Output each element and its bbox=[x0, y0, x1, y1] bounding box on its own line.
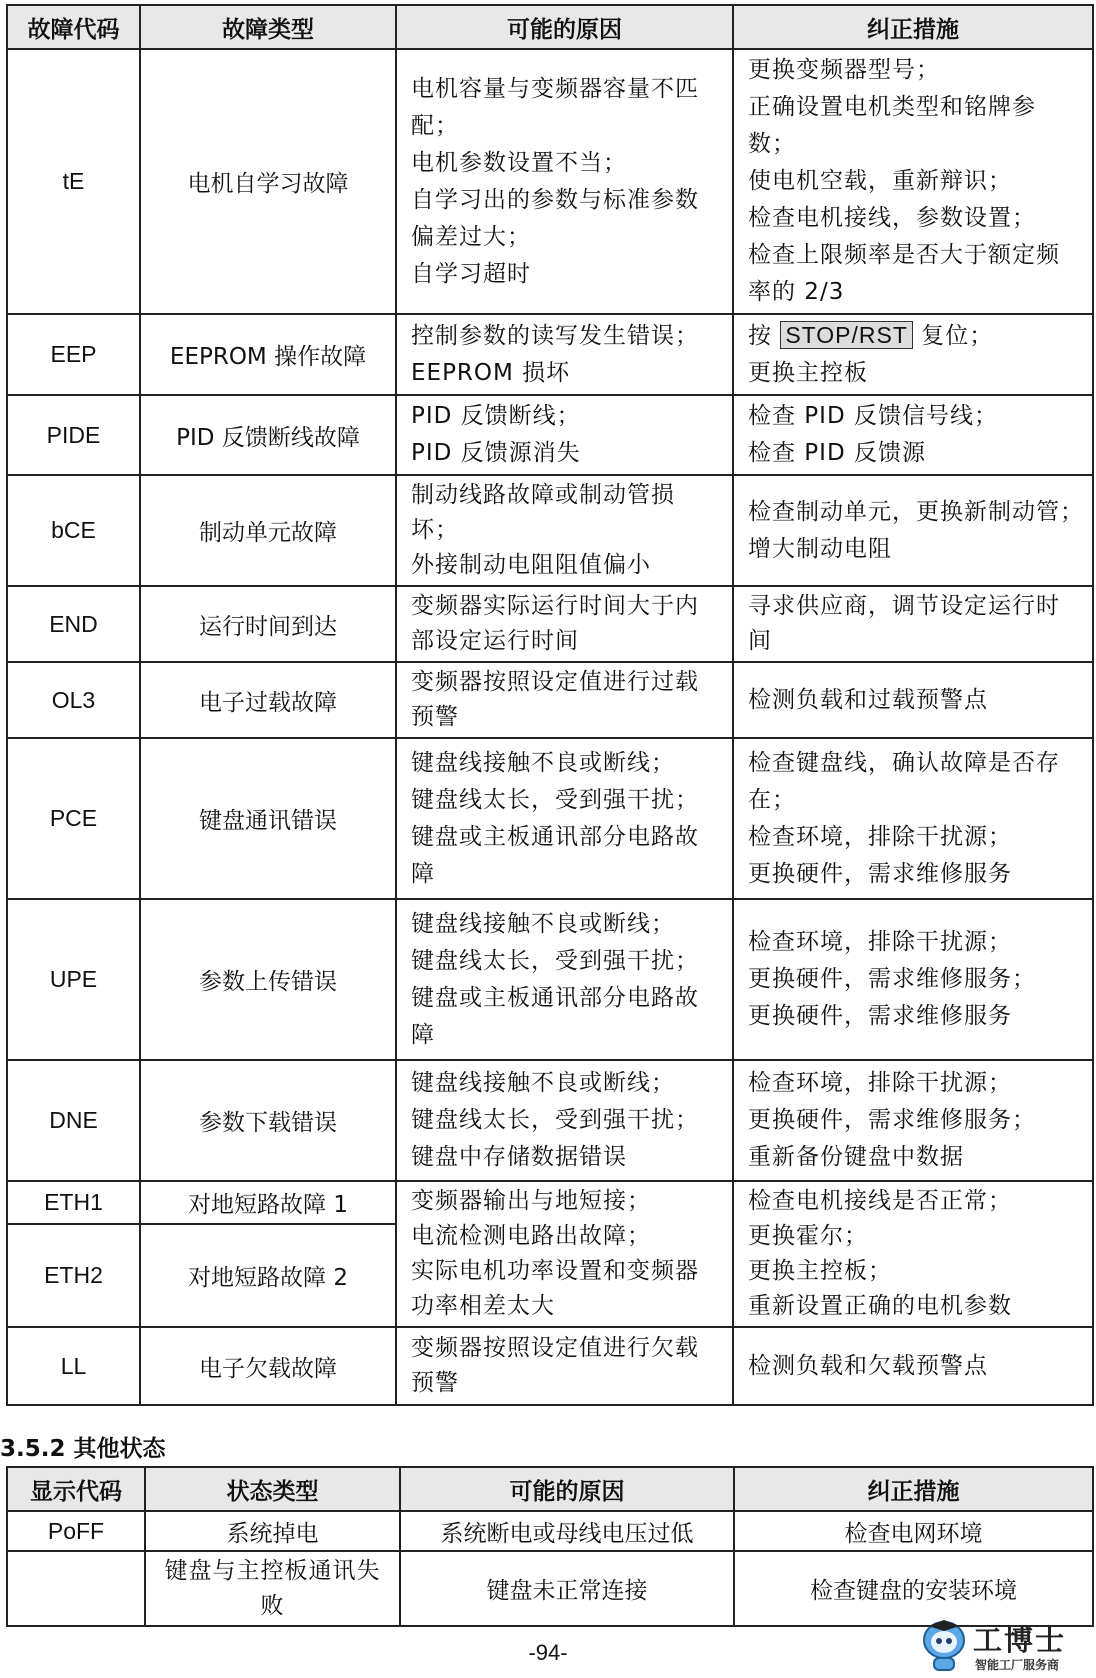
status-action: 检查电网环境 bbox=[734, 1511, 1093, 1551]
action-line: 检查电机接线是否正常； bbox=[748, 1188, 1012, 1214]
cause-line: 键盘或主板通讯部分电路故 bbox=[411, 823, 699, 850]
fault-code: PIDE bbox=[7, 395, 140, 475]
cause-line: 变频器实际运行时间大于内 bbox=[411, 593, 699, 619]
header-corrective-action: 纠正措施 bbox=[734, 1467, 1093, 1511]
cause-line: 实际电机功率设置和变频器 bbox=[411, 1258, 699, 1284]
stop-rst-key-label: STOP/RST bbox=[780, 321, 913, 349]
cause-line: 控制参数的读写发生错误； bbox=[411, 322, 699, 349]
fault-causes bbox=[396, 49, 733, 314]
fault-type: 电子过载故障 bbox=[140, 662, 396, 738]
fault-type: EEPROM 操作故障 bbox=[140, 314, 396, 395]
action-line: 数； bbox=[748, 131, 796, 157]
status-cause: 键盘未正常连接 bbox=[400, 1551, 734, 1626]
table-row bbox=[7, 49, 1093, 314]
action-suffix: 复位； bbox=[912, 323, 994, 349]
header-display-code: 显示代码 bbox=[7, 1467, 145, 1511]
action-line: 检查环境，排除干扰源； bbox=[748, 823, 1012, 850]
status-type: 系统掉电 bbox=[145, 1511, 400, 1551]
status-cause: 系统断电或母线电压过低 bbox=[400, 1511, 734, 1551]
fault-code: tE bbox=[7, 49, 140, 314]
fault-code: ETH2 bbox=[7, 1224, 140, 1327]
cause-line: 障 bbox=[411, 1021, 435, 1048]
fault-causes bbox=[396, 586, 733, 662]
action-line: 检测负载和欠载预警点 bbox=[748, 1352, 988, 1379]
header-possible-cause: 可能的原因 bbox=[396, 5, 733, 49]
fault-causes bbox=[396, 662, 733, 738]
header-possible-cause: 可能的原因 bbox=[400, 1467, 734, 1511]
action-line: 检查电机接线，参数设置； bbox=[748, 205, 1036, 231]
header-fault-type: 故障类型 bbox=[140, 5, 396, 49]
status-type-line: 败 bbox=[260, 1592, 285, 1619]
action-line: 检查 PID 反馈源 bbox=[748, 440, 926, 466]
cause-line: 预警 bbox=[411, 1370, 459, 1396]
fault-causes bbox=[396, 1060, 733, 1181]
fault-type: 参数上传错误 bbox=[140, 899, 396, 1060]
action-line: 在； bbox=[748, 786, 796, 813]
fault-causes bbox=[396, 1181, 733, 1327]
table-row bbox=[7, 1551, 1093, 1626]
fault-type: 参数下载错误 bbox=[140, 1060, 396, 1181]
fault-actions bbox=[733, 662, 1093, 738]
action-line: 率的 2/3 bbox=[748, 279, 845, 305]
cause-line: 键盘中存储数据错误 bbox=[411, 1144, 627, 1170]
fault-table bbox=[6, 4, 1094, 1406]
table-row bbox=[7, 1327, 1093, 1405]
action-line: 更换硬件，需求维修服务； bbox=[748, 966, 1036, 992]
fault-actions bbox=[733, 1060, 1093, 1181]
cause-line: 障 bbox=[411, 860, 435, 887]
cause-line: 变频器输出与地短接； bbox=[411, 1188, 651, 1214]
fault-causes bbox=[396, 314, 733, 395]
cause-line: PID 反馈断线； bbox=[411, 403, 581, 429]
action-line bbox=[748, 317, 1080, 355]
table-row bbox=[7, 586, 1093, 662]
status-table bbox=[6, 1466, 1094, 1627]
fault-type: 运行时间到达 bbox=[140, 586, 396, 662]
fault-code: UPE bbox=[7, 899, 140, 1060]
fault-code: bCE bbox=[7, 475, 140, 586]
action-line: 检查环境，排除干扰源； bbox=[748, 1070, 1012, 1096]
action-line: 检查键盘线，确认故障是否存 bbox=[748, 749, 1060, 776]
cause-line: 键盘线接触不良或断线； bbox=[411, 749, 675, 776]
action-line: 检查 PID 反馈信号线； bbox=[748, 403, 998, 429]
logo-name: 工博士 bbox=[973, 1623, 1067, 1657]
fault-actions bbox=[733, 899, 1093, 1060]
fault-type: 对地短路故障 2 bbox=[140, 1224, 396, 1327]
company-logo bbox=[918, 1618, 1093, 1674]
action-line: 重新备份键盘中数据 bbox=[748, 1144, 964, 1170]
cause-line: 自学习出的参数与标准参数 bbox=[411, 186, 699, 213]
status-code bbox=[7, 1551, 145, 1626]
header-fault-code: 故障代码 bbox=[7, 5, 140, 49]
cause-line: 偏差过大； bbox=[411, 223, 531, 250]
cause-line: 电流检测电路出故障； bbox=[411, 1223, 651, 1249]
status-code: PoFF bbox=[7, 1511, 145, 1551]
cause-line: 配； bbox=[411, 112, 459, 139]
fault-code: ETH1 bbox=[7, 1181, 140, 1224]
fault-table-header bbox=[7, 5, 1093, 49]
table-row bbox=[7, 1060, 1093, 1181]
cause-line: 坏； bbox=[411, 517, 459, 543]
table-row bbox=[7, 1511, 1093, 1551]
fault-actions bbox=[733, 314, 1093, 395]
cause-line: 预警 bbox=[411, 704, 459, 730]
fault-causes bbox=[396, 738, 733, 899]
cause-line: 键盘线太长，受到强干扰； bbox=[411, 1107, 699, 1133]
action-line: 更换硬件，需求维修服务 bbox=[748, 1003, 1012, 1029]
action-line: 更换霍尔； bbox=[748, 1223, 868, 1249]
cause-line: 自学习超时 bbox=[411, 260, 531, 287]
section-title: 3.5.2 其他状态 bbox=[0, 1436, 166, 1462]
table-row bbox=[7, 314, 1093, 395]
table-row bbox=[7, 395, 1093, 475]
fault-actions bbox=[733, 395, 1093, 475]
action-prefix: 按 bbox=[748, 323, 781, 349]
fault-actions bbox=[733, 586, 1093, 662]
fault-type: 电子欠载故障 bbox=[140, 1327, 396, 1405]
cause-line: 键盘线太长，受到强干扰； bbox=[411, 947, 699, 974]
fault-actions bbox=[733, 1327, 1093, 1405]
table-row bbox=[7, 899, 1093, 1060]
fault-type: 对地短路故障 1 bbox=[140, 1181, 396, 1224]
action-line: 更换变频器型号； bbox=[748, 57, 940, 83]
cause-line: 电机参数设置不当； bbox=[411, 149, 627, 176]
action-line: 使电机空载，重新辩识； bbox=[748, 168, 1012, 194]
fault-type: 键盘通讯错误 bbox=[140, 738, 396, 899]
fault-actions bbox=[733, 49, 1093, 314]
action-line: 检查制动单元，更换新制动管； bbox=[748, 498, 1084, 525]
cause-line: PID 反馈源消失 bbox=[411, 440, 581, 466]
action-line: 检查环境，排除干扰源； bbox=[748, 929, 1012, 955]
cause-line: 制动线路故障或制动管损 bbox=[411, 482, 675, 508]
cause-line: 键盘线接触不良或断线； bbox=[411, 910, 675, 937]
action-line: 正确设置电机类型和铭牌参 bbox=[748, 94, 1036, 120]
fault-actions bbox=[733, 475, 1093, 586]
action-line: 更换主控板 bbox=[748, 360, 868, 386]
fault-causes bbox=[396, 395, 733, 475]
status-table-header bbox=[7, 1467, 1093, 1511]
table-row bbox=[7, 662, 1093, 738]
fault-actions bbox=[733, 1181, 1093, 1327]
cause-line: 键盘或主板通讯部分电路故 bbox=[411, 984, 699, 1011]
fault-code: END bbox=[7, 586, 140, 662]
action-line: 更换硬件，需求维修服务； bbox=[748, 1107, 1036, 1133]
action-line: 更换硬件，需求维修服务 bbox=[748, 860, 1012, 887]
robot-mascot-icon bbox=[918, 1618, 970, 1674]
fault-code: DNE bbox=[7, 1060, 140, 1181]
action-line: 间 bbox=[748, 628, 772, 654]
cause-line: 变频器按照设定值进行欠载 bbox=[411, 1335, 699, 1361]
fault-type: 制动单元故障 bbox=[140, 475, 396, 586]
fault-type: 电机自学习故障 bbox=[140, 49, 396, 314]
logo-tagline: 智能工厂服务商 bbox=[975, 1658, 1060, 1672]
fault-code: LL bbox=[7, 1327, 140, 1405]
cause-line: 键盘线接触不良或断线； bbox=[411, 1070, 675, 1096]
cause-line: EEPROM 损坏 bbox=[411, 359, 571, 386]
fault-type: PID 反馈断线故障 bbox=[140, 395, 396, 475]
status-type bbox=[145, 1551, 400, 1626]
fault-code: OL3 bbox=[7, 662, 140, 738]
action-line: 寻求供应商，调节设定运行时 bbox=[748, 593, 1060, 619]
action-line: 增大制动电阻 bbox=[748, 535, 892, 562]
fault-code: PCE bbox=[7, 738, 140, 899]
fault-causes bbox=[396, 899, 733, 1060]
table-row bbox=[7, 738, 1093, 899]
header-status-type: 状态类型 bbox=[145, 1467, 400, 1511]
fault-actions bbox=[733, 738, 1093, 899]
fault-code: EEP bbox=[7, 314, 140, 395]
page-number: -94- bbox=[528, 1640, 568, 1665]
header-corrective-action: 纠正措施 bbox=[733, 5, 1093, 49]
action-line: 检查上限频率是否大于额定频 bbox=[748, 242, 1060, 268]
fault-causes bbox=[396, 475, 733, 586]
action-line: 检测负载和过载预警点 bbox=[748, 686, 988, 713]
action-line: 更换主控板； bbox=[748, 1258, 892, 1284]
cause-line: 功率相差太大 bbox=[411, 1293, 555, 1319]
cause-line: 部设定运行时间 bbox=[411, 628, 579, 654]
action-line: 重新设置正确的电机参数 bbox=[748, 1293, 1012, 1319]
cause-line: 电机容量与变频器容量不匹 bbox=[411, 75, 699, 102]
status-type-line: 键盘与主控板通讯失 bbox=[164, 1557, 381, 1584]
cause-line: 变频器按照设定值进行过载 bbox=[411, 669, 699, 695]
status-action: 检查键盘的安装环境 bbox=[734, 1551, 1093, 1626]
cause-line: 外接制动电阻阻值偏小 bbox=[411, 552, 651, 578]
cause-line: 键盘线太长，受到强干扰； bbox=[411, 786, 699, 813]
table-row bbox=[7, 1181, 1093, 1224]
fault-causes bbox=[396, 1327, 733, 1405]
table-row bbox=[7, 475, 1093, 586]
